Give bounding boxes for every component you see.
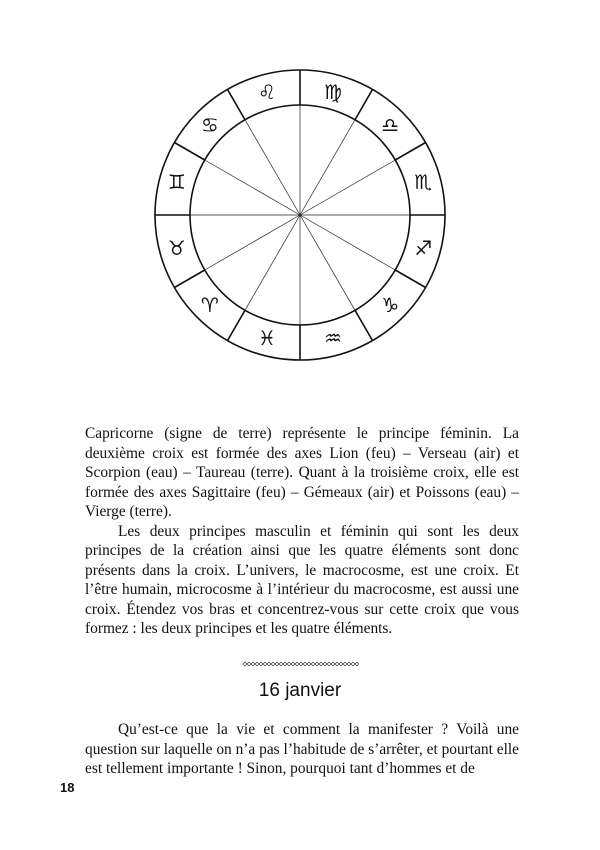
aquarius-icon: ♒ [324,326,342,351]
divider-diamond [291,662,295,666]
wheel-spoke [245,215,300,310]
divider-diamond [287,662,291,666]
band-divider [174,270,204,288]
leo-icon: ♌ [258,79,276,104]
divider-diamond [351,662,355,666]
paragraph: Les deux principes masculin et féminin qui sont les deux principes de la création ainsi que les quatre éléments sont donc présents dans la croix. L’univers, le macrocosme, est une croix. Et l’être humain, microcosme à l’intérieur du macrocosme, est aussi une croix. Étendez vos bras et concentrez-vous sur cette croix que vous formez : les deux principes et les quatre éléments. [85,522,519,637]
divider-diamond [251,662,255,666]
cancer-icon: ♋ [200,112,219,137]
date-heading: 16 janvier [258,680,342,701]
divider-diamond [339,662,343,666]
wheel-spoke [300,215,355,310]
divider-diamond [343,662,347,666]
virgo-icon: ♍ [324,79,342,104]
divider-diamond [255,662,259,666]
divider-diamond [279,662,283,666]
divider-diamond [275,662,279,666]
wheel-spoke [300,215,395,270]
divider-diamond [267,662,271,666]
band-divider [395,270,425,288]
wheel-spoke [300,120,355,215]
wheel-spoke [205,160,300,215]
divider-diamond [311,662,315,666]
divider-diamond [283,662,287,666]
divider-diamond [303,662,307,666]
band-divider [395,143,425,161]
wheel-spoke [245,120,300,215]
divider-diamond [323,662,327,666]
band-divider [228,89,246,119]
daily-text [85,720,519,779]
taurus-icon: ♉ [167,236,186,260]
main-text [85,424,519,639]
divider-diamond [263,662,267,666]
band-divider [228,310,246,340]
wheel-spoke [205,215,300,270]
divider-diamond [327,662,331,666]
band-divider [355,310,373,340]
divider-diamond [259,662,263,666]
divider-diamond [319,662,323,666]
band-divider [174,143,204,161]
paragraph: Capricorne (signe de terre) représente le principe féminin. La deuxième croix est formée des axes Lion (feu) – Verseau (air) et Scorpion (eau) – Taureau (terre). Quant à la troisième croix, elle est formée des axes Sagittaire (feu) – Gémeaux (air) et Poissons (eau) – Vierge (terre). [85,425,519,520]
divider-diamond [247,662,251,666]
libra-icon: ♎ [381,112,400,137]
divider-diamond [355,662,359,666]
scorpio-icon: ♏ [414,170,433,194]
divider-diamond [271,662,275,666]
sagittarius-icon: ♐ [414,236,433,260]
zodiac-wheel [150,65,450,365]
capricorn-icon: ♑ [381,293,400,318]
band-divider [355,89,373,119]
aries-icon: ♈ [200,293,219,318]
ornamental-divider [243,661,359,667]
divider-diamond [295,662,299,666]
divider-diamond [347,662,351,666]
wheel-spoke [300,160,395,215]
gemini-icon: ♊ [167,170,186,194]
page-number: 18 [60,780,75,795]
divider-diamond [331,662,335,666]
divider-diamond [243,662,247,666]
divider-diamond [335,662,339,666]
paragraph: Qu’est-ce que la vie et comment la manifester ? Voilà une question sur laquelle on n’a pas l’habitude de s’arrêter, et pourtant elle est tellement importante ! Sinon, pourquoi tant d’hommes et de [85,721,519,777]
divider-diamond [307,662,311,666]
pisces-icon: ♓ [258,326,276,351]
divider-diamond [299,662,303,666]
divider-diamond [315,662,319,666]
